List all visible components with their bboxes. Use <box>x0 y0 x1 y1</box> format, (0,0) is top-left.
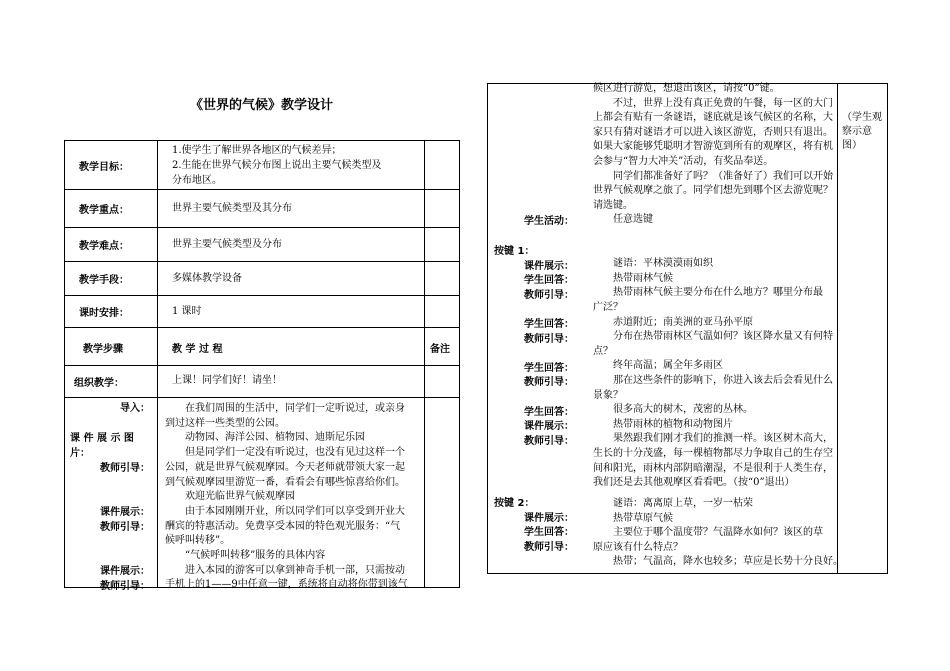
header-process: 教 学 过 程 <box>172 344 223 355</box>
process-line: 分布在热带雨林区气温如何？该区降水量又有何特 <box>613 331 833 343</box>
process-line: 任意选键 <box>613 214 653 226</box>
org-text: 上课！同学们好！请坐！ <box>172 375 282 386</box>
step-label: 学生回答： <box>524 406 574 418</box>
process-line: 手机上的1——9中任意一键，系统将自动将你带到该气 <box>165 579 408 591</box>
row-text: 世界主要气候类型及分布 <box>172 238 282 250</box>
step-label: 教师引导： <box>100 522 150 533</box>
left-table <box>64 140 460 592</box>
right-table <box>487 83 888 574</box>
process-line: 不过，世界上没有真正免费的午餐，每一区的大门 <box>613 97 833 109</box>
step-label: 教师引导： <box>524 435 574 447</box>
note-text: （学生观察示意图） <box>842 112 882 151</box>
step-label: 教师引导： <box>524 289 574 301</box>
step-label: 片： <box>70 448 90 459</box>
process-line: 到气候观摩园里游览一番，看看会有哪些惊喜给你们。 <box>165 476 405 488</box>
process-line: 酬宾的特惠活动。免费享受本园的特色观光服务：“气 <box>165 520 401 532</box>
row-text: 1 课时 <box>172 305 202 317</box>
row-label: 教学手段： <box>79 275 129 286</box>
step-label: 学生回答： <box>524 362 574 374</box>
row-text: 2.生能在世界气候分布图上说出主要气候类型及 <box>172 159 382 171</box>
process-line: 很多高大的树木，茂密的丛林。 <box>613 404 753 416</box>
process-line: 点？ <box>593 345 613 357</box>
process-line: 热带；气温高，降水也较多；草应是长势十分良好。 <box>613 556 843 568</box>
process-line: 候区进行游览，想退出该区，请按“0”键。 <box>593 83 780 94</box>
process-line: 在我们周围的生活中，同学们一定听说过，或亲身 <box>185 403 405 414</box>
process-line: 会参与“智力大冲关”活动，有奖品奉送。 <box>593 156 774 167</box>
step-label: 课件展示： <box>524 512 574 524</box>
step-label: 导入： <box>120 403 150 414</box>
step-label: 按键 1： <box>494 246 535 257</box>
process-line: 进入本园的游客可以拿到神奇手机一部，只需按动 <box>185 564 405 576</box>
step-label: 教师引导： <box>524 333 574 345</box>
process-line: 世界气候观摩之旅了。同学们想先到哪个区去游览呢？ <box>593 185 833 197</box>
process-line: 热带雨林气候主要分布在什么地方？哪里分布最 <box>613 287 823 299</box>
process-line: 我们还是去其他观摩区看看吧。（按“0”退出） <box>593 477 795 489</box>
step-label: 学生回答： <box>524 319 574 330</box>
process-line: 热带草原气候 <box>613 512 673 524</box>
step-label: 学生回答： <box>524 527 574 539</box>
process-line: 公园，就是世界气候观摩园。今天老师就带领大家一起 <box>165 461 405 473</box>
step-label: 教师引导： <box>524 377 574 389</box>
row-label: 教学难点： <box>79 241 129 252</box>
process-line: 动物园、海洋公园、植物园、迪斯尼乐园 <box>185 432 365 444</box>
process-line: 由于本园刚刚开业，所以同学们可以享受到开业大 <box>185 505 405 517</box>
row-text: 多媒体教学设备 <box>172 272 242 284</box>
process-line: 热带雨林的植物和动物图片 <box>613 418 733 430</box>
process-line: 终年高温；属全年多雨区 <box>613 360 723 372</box>
org-label: 组织教学： <box>74 378 124 389</box>
process-line: 谜语：平林漠漠雨如织 <box>613 258 713 270</box>
row-label: 教学重点： <box>79 205 129 216</box>
process-line: 果然跟我们刚才我们的推测一样。该区树木高大， <box>613 433 833 445</box>
page-title: 《世界的气候》教学设计 <box>190 98 334 113</box>
row-text: 分布地区。 <box>172 174 222 186</box>
row-text: 世界主要气候类型及其分布 <box>172 202 292 214</box>
step-label: 课 件 展 示 图 <box>70 433 134 444</box>
step-label: 教师引导： <box>100 463 150 474</box>
step-label: 课件展示： <box>100 507 150 518</box>
process-line: 谜语：离离原上草，一岁一枯荣 <box>613 498 753 509</box>
process-line: 欢迎光临世界气候观摩园 <box>185 491 295 503</box>
process-line: 景象？ <box>593 389 623 401</box>
step-label: 课件展示： <box>524 421 574 433</box>
row-label: 课时安排： <box>79 308 129 319</box>
header-notes: 备注 <box>430 344 450 355</box>
process-line: “气候呼叫转移”服务的具体内容 <box>185 550 326 561</box>
row-label: 教学目标： <box>79 162 129 173</box>
process-line: 那在这些条件的影响下，你进入该去后会看见什么 <box>613 375 833 386</box>
step-label: 课件展示： <box>524 260 574 272</box>
step-label: 课件展示： <box>100 566 150 577</box>
process-line: 如果大家能够凭聪明才智游览到所有的观摩区，将有机 <box>593 141 833 153</box>
process-line: 同学们都准备好了吗？（准备好了）我们可以开始 <box>613 170 833 182</box>
process-line: 家只有猜对谜语才可以进入该区游览，否则只有退出。 <box>593 126 833 138</box>
process-line: 但是同学们一定没有听说过，也没有见过这样一个 <box>185 447 405 459</box>
process-line: 广泛？ <box>593 302 623 313</box>
step-label: 学生活动： <box>524 216 574 227</box>
step-label: 学生回答： <box>524 275 574 287</box>
process-line: 请选键。 <box>593 199 633 211</box>
process-line: 生长的十分茂盛，每一棵植物都尽力争取自己的生存空 <box>593 448 833 459</box>
process-line: 间和阳光，雨林内部阴暗潮湿，不是很利于人类生存， <box>593 462 833 474</box>
row-text: 1.使学生了解世界各地区的气候差异； <box>172 144 342 156</box>
process-line: 赤道附近；南美洲的亚马孙平原 <box>613 316 753 328</box>
header-steps: 教学步骤 <box>83 344 123 355</box>
step-label: 按键 2： <box>494 498 535 509</box>
step-label: 教师引导： <box>524 541 574 553</box>
step-label: 教师引导： <box>100 581 150 592</box>
process-line: 上都会有贴有一条谜语，谜底就是该气候区的名称，大 <box>593 112 833 124</box>
process-line: 主要位于哪个温度带？气温降水如何？该区的草 <box>613 527 823 539</box>
process-line: 到过这样一些类型的公园。 <box>165 417 285 429</box>
process-line: 候呼叫转移”。 <box>165 535 231 547</box>
process-line: 原应该有什么特点？ <box>593 541 683 553</box>
process-line: 热带雨林气候 <box>613 272 673 284</box>
